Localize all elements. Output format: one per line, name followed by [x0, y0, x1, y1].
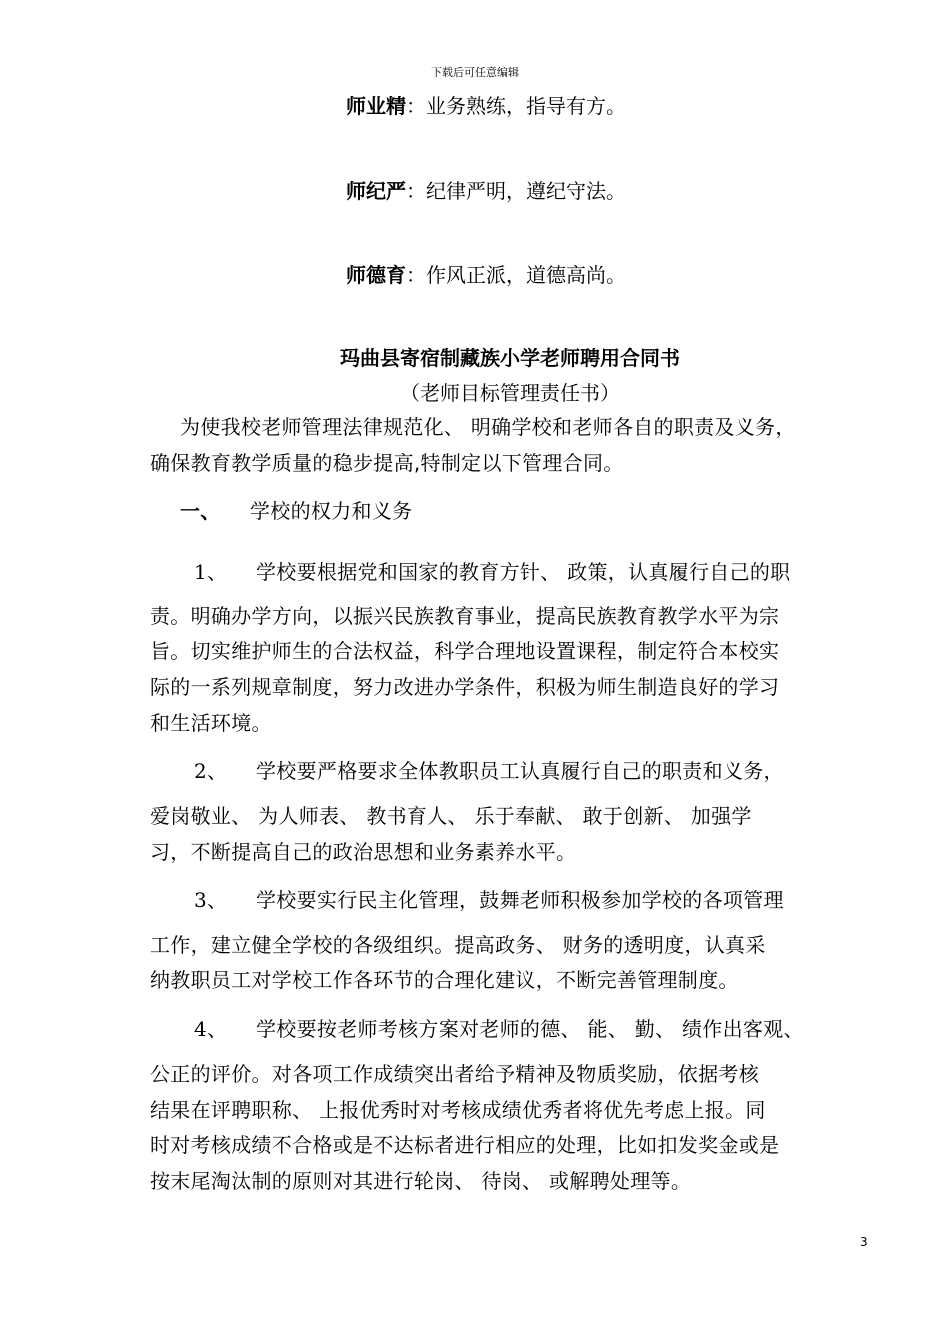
document-subtitle: （老师目标管理责任书） [400, 381, 620, 405]
item-number: 3、 [194, 888, 228, 912]
motto-label: 师德育 [346, 263, 406, 287]
motto-line-2 [346, 175, 626, 204]
item-line: 纳教职员工对学校工作各环节的合理化建议，不断完善管理制度。 [150, 968, 739, 992]
intro-line: 确保教育教学质量的稳步提高,特制定以下管理合同。 [150, 451, 624, 475]
document-title: 玛曲县寄宿制藏族小学老师聘用合同书 [340, 346, 680, 370]
item-line: 旨。切实维护师生的合法权益，科学合理地设置课程，制定符合本校实 [150, 639, 780, 663]
item-line: 爱岗敬业、 为人师表、 教书育人、 乐于奉献、 敢于创新、 加强学 [150, 804, 752, 828]
motto-text: ：业务熟练，指导有方。 [406, 94, 626, 118]
item-number: 4、 [194, 1017, 228, 1041]
motto-line-1 [346, 90, 626, 119]
item-first-line: 学校要根据党和国家的教育方针、 政策，认真履行自己的职 [256, 560, 791, 584]
motto-label: 师纪严 [346, 179, 406, 203]
intro-line: 为使我校老师管理法律规范化、 明确学校和老师各自的职责及义务， [180, 415, 796, 439]
item-line: 结果在评聘职称、 上报优秀时对考核成绩优秀者将优先考虑上报。同 [150, 1098, 766, 1122]
header-note: 下载后可任意编辑 [431, 66, 519, 79]
item-number: 2、 [194, 759, 228, 783]
motto-line-3 [346, 259, 626, 288]
page-number: 3 [860, 1235, 868, 1249]
item-line: 习，不断提高自己的政治思想和业务素养水平。 [150, 840, 577, 864]
item-line: 公正的评价。对各项工作成绩突出者给予精神及物质奖励，依据考核 [150, 1062, 759, 1086]
item-line: 责。明确办学方向，以振兴民族教育事业，提高民族教育教学水平为宗 [150, 604, 780, 628]
item-line: 按末尾淘汰制的原则对其进行轮岗、 待岗、 或解聘处理等。 [150, 1169, 692, 1193]
item-first-line: 学校要严格要求全体教职员工认真履行自己的职责和义务， [256, 759, 784, 783]
motto-label: 师业精 [346, 94, 406, 118]
section-heading: 学校的权力和义务 [250, 499, 413, 523]
item-line: 和生活环境。 [150, 711, 272, 735]
item-line: 际的一系列规章制度，努力改进办学条件，积极为师生制造良好的学习 [150, 675, 780, 699]
item-first-line: 学校要实行民主化管理，鼓舞老师积极参加学校的各项管理 [256, 888, 784, 912]
motto-text: ：作风正派，道德高尚。 [406, 263, 626, 287]
item-number: 1、 [194, 560, 228, 584]
motto-text: ：纪律严明，遵纪守法。 [406, 179, 626, 203]
section-number: 一、 [180, 499, 221, 523]
item-line: 时对考核成绩不合格或是不达标者进行相应的处理，比如扣发奖金或是 [150, 1133, 780, 1157]
item-first-line: 学校要按老师考核方案对老师的德、 能、 勤、 绩作出客观、 [256, 1017, 804, 1041]
item-line: 工作，建立健全学校的各级组织。提高政务、 财务的透明度，认真采 [150, 933, 766, 957]
